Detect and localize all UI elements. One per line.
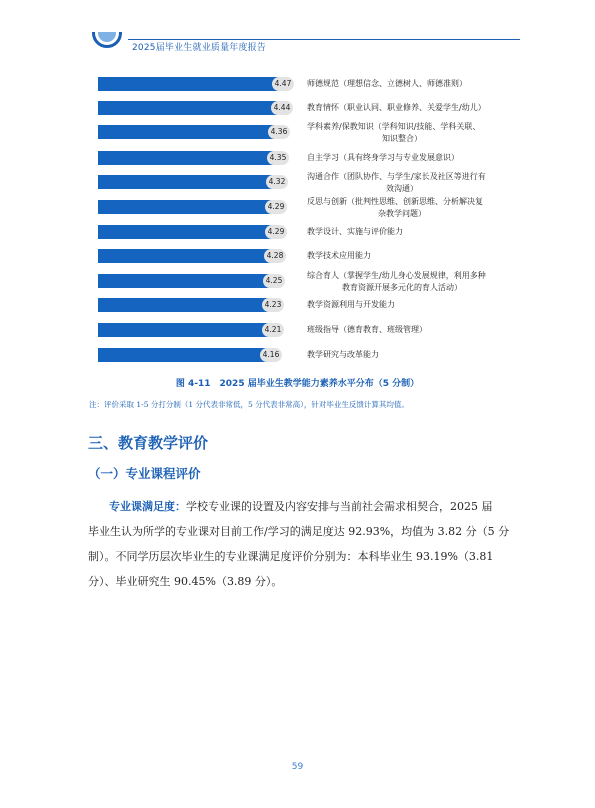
chart-bar <box>98 101 277 115</box>
chart-bar <box>98 274 269 288</box>
paragraph-lead: 专业课满足度： <box>109 500 186 513</box>
chart-bar <box>98 125 274 139</box>
body-paragraph <box>88 494 513 594</box>
bar-value-label: 4.25 <box>263 274 285 288</box>
bar-value-label: 4.44 <box>271 101 293 115</box>
category-label-line: 教育资源开展多元化的育人活动） <box>342 283 462 292</box>
figure-caption: 图 4-11 2025 届毕业生教学能力素养水平分布（5 分制） <box>175 379 420 389</box>
bar-value-label: 4.16 <box>260 348 282 362</box>
chart-bar <box>98 249 270 263</box>
figure-note: 注：评价采取 1-5 分打分制（1 分代表非常低，5 分代表非常高），针对毕业生反馈计算其均值。 <box>89 400 409 409</box>
chart-bar <box>98 298 268 312</box>
bar-value-label: 4.32 <box>266 175 288 189</box>
category-label-line: 杂教学问题） <box>378 209 426 218</box>
header-title: 2025届毕业生就业质量年度报告 <box>132 43 267 53</box>
category-label <box>307 349 507 361</box>
category-label-line: 沟通合作（团队协作、与学生/家长及社区等进行有 <box>307 172 486 181</box>
category-label <box>307 270 507 294</box>
category-label-line: 效沟通） <box>386 184 418 193</box>
page-number: 59 <box>291 762 304 772</box>
category-label-line: 自主学习（具有终身学习与专业发展意识） <box>307 153 459 162</box>
category-label <box>307 78 507 90</box>
category-label-line: 教学研究与改革能力 <box>307 350 379 359</box>
category-label-line: 班级指导（德育教育、班级管理） <box>307 325 427 334</box>
bar-value-label: 4.21 <box>262 323 284 337</box>
category-label <box>307 250 507 262</box>
category-label <box>307 299 507 311</box>
category-label <box>307 196 507 220</box>
paragraph-line-2: 毕业生认为所学的专业课对目前工作/学习的满足度达 92.93%，均值为 3.82 分（5 分 <box>88 525 510 538</box>
category-label <box>307 226 507 238</box>
category-label-line: 学科素养/保教知识（学科知识/技能、学科关联、 <box>307 122 481 131</box>
bar-value-label: 4.47 <box>272 77 294 91</box>
paragraph-line-1: 学校专业课的设置及内容安排与当前社会需求相契合，2025 届 <box>186 500 493 513</box>
bar-chart <box>0 0 595 370</box>
category-label <box>307 324 507 336</box>
chart-bar <box>98 348 266 362</box>
category-label-line: 知识整合） <box>382 134 422 143</box>
chart-bar <box>98 175 272 189</box>
category-label-line: 教学设计、实施与评价能力 <box>307 227 403 236</box>
category-label-line: 师德规范（理想信念、立德树人、师德准则） <box>307 79 467 88</box>
category-label <box>307 121 507 145</box>
category-label-line: 综合育人（掌握学生/幼儿身心发展规律，利用多种 <box>307 271 486 280</box>
bar-value-label: 4.29 <box>265 225 287 239</box>
chart-bar <box>98 77 278 91</box>
chart-bar <box>98 151 273 165</box>
category-label <box>307 171 507 195</box>
bar-value-label: 4.36 <box>268 125 290 139</box>
category-label <box>307 152 507 164</box>
bar-value-label: 4.23 <box>262 298 284 312</box>
section-heading: 三、教育教学评价 <box>88 434 209 452</box>
chart-bar <box>98 323 268 337</box>
category-label-line: 教育情怀（职业认同、职业修养、关爱学生/幼儿） <box>307 103 486 112</box>
category-label-line: 教学技术应用能力 <box>307 251 371 260</box>
chart-bar <box>98 225 271 239</box>
paragraph-line-3: 制）。不同学历层次毕业生的专业课满足度评价分别为：本科毕业生 93.19%（3.81 <box>88 550 494 563</box>
chart-bar <box>98 200 271 214</box>
category-label-line: 反思与创新（批判性思维、创新思维、分析解决复 <box>307 197 483 206</box>
subsection-heading: （一）专业课程评价 <box>88 466 201 481</box>
bar-value-label: 4.28 <box>264 249 286 263</box>
bar-value-label: 4.35 <box>267 151 289 165</box>
paragraph-line-4: 分）、毕业研究生 90.45%（3.89 分）。 <box>88 575 283 588</box>
bar-value-label: 4.29 <box>265 200 287 214</box>
category-label <box>307 102 507 114</box>
category-label-line: 教学资源利用与开发能力 <box>307 300 395 309</box>
